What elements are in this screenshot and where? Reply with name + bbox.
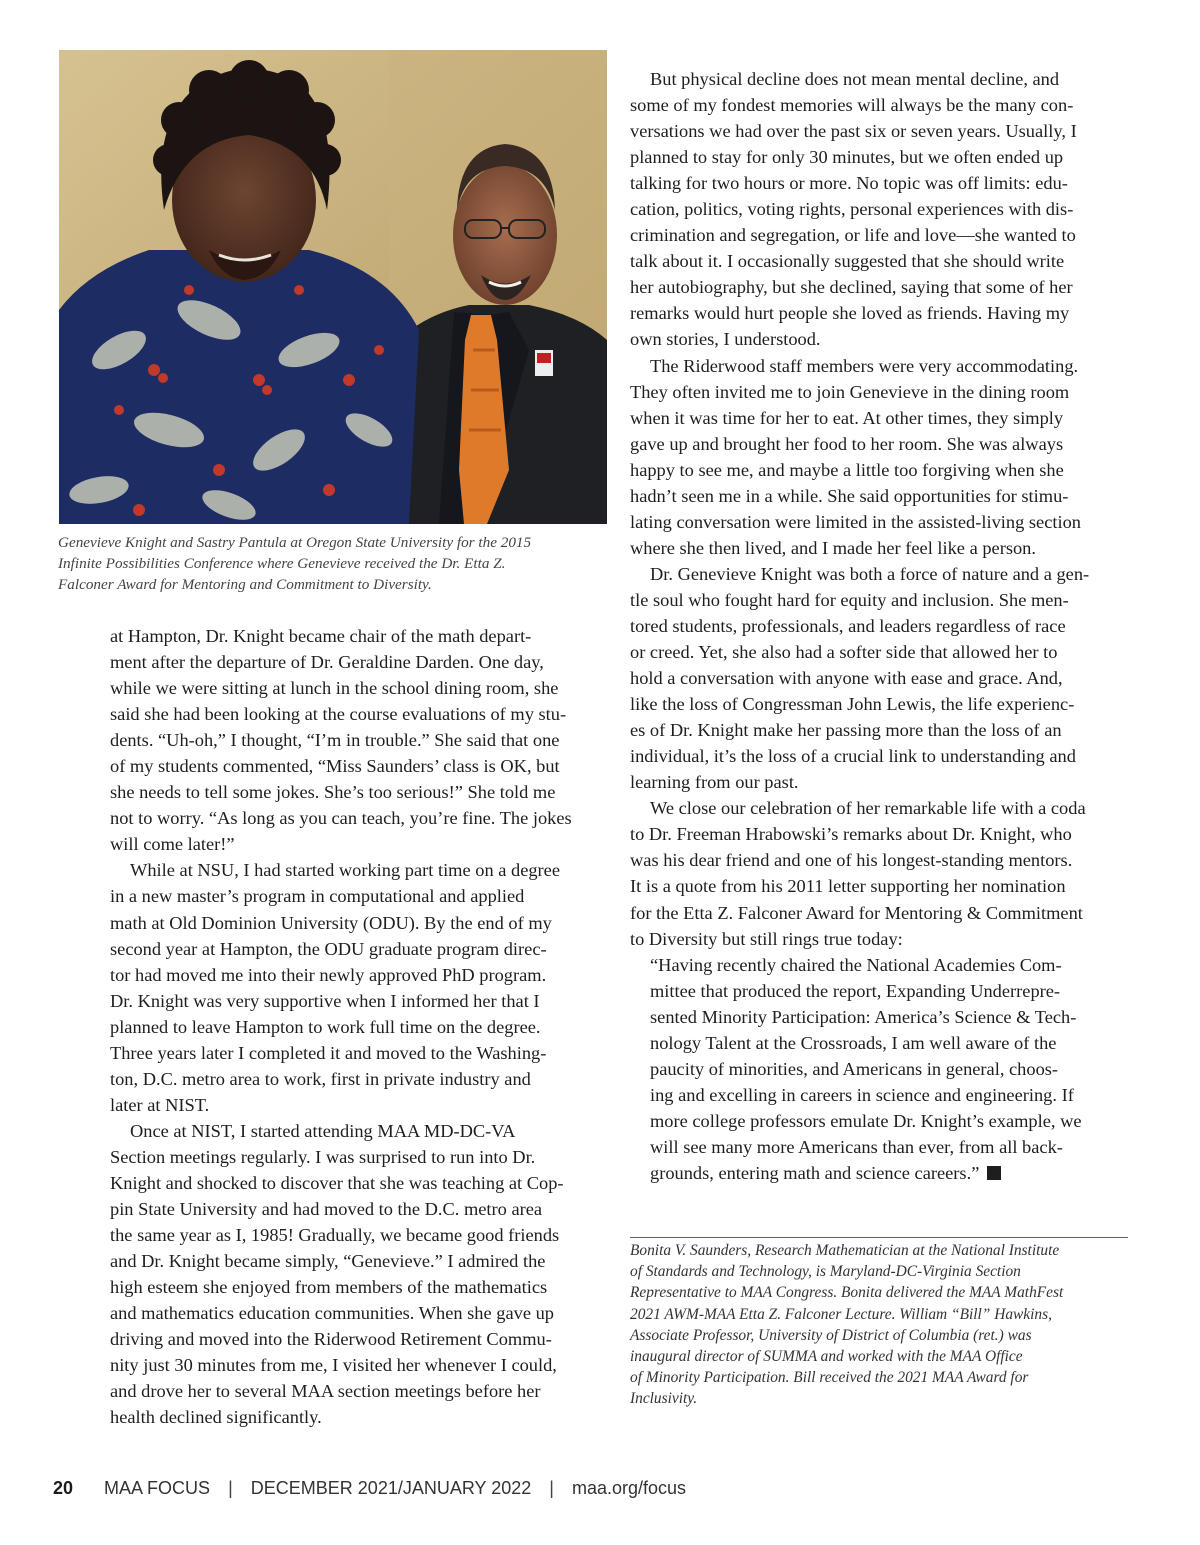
- text-line: versations we had over the past six or seven years. Usually, I: [630, 121, 1077, 142]
- caption-line: Falconer Award for Mentoring and Commitment to Diversity.: [58, 576, 432, 593]
- quote-text: will see many more Americans than ever, from all back-: [650, 1136, 1063, 1157]
- text-line: pin State University and had moved to the D.C. metro area: [110, 1199, 543, 1220]
- quote-line: [630, 1030, 1140, 1056]
- quote-text: more college professors emulate Dr. Knight’s example, we: [650, 1110, 1082, 1131]
- footer-separator: |: [549, 1478, 554, 1498]
- text-line: Dr. Genevieve Knight was both a force of nature and a gen-: [650, 563, 1090, 584]
- end-of-article-icon: [987, 1166, 1001, 1180]
- text-line: tle soul who fought hard for equity and inclusion. She men-: [630, 589, 1069, 610]
- author-bio: [630, 1240, 1130, 1410]
- quote-line: [630, 1056, 1140, 1082]
- text-line: Once at NIST, I started attending MAA MD-DC-VA: [130, 1120, 516, 1141]
- text-line: the same year as I, 1985! Gradually, we became good friends: [110, 1225, 560, 1246]
- text-line: not to worry. “As long as you can teach, you’re fine. The jokes: [110, 808, 572, 829]
- bio-line: Representative to MAA Congress. Bonita delivered the MAA MathFest: [630, 1284, 1064, 1302]
- quote-text: nology Talent at the Crossroads, I am well aware of the: [650, 1032, 1057, 1053]
- text-line: for the Etta Z. Falconer Award for Mentoring & Commitment: [630, 902, 1083, 923]
- text-line: while we were sitting at lunch in the school dining room, she: [110, 678, 559, 699]
- text-line: learning from our past.: [630, 772, 799, 793]
- text-line: happy to see me, and maybe a little too forgiving when she: [630, 459, 1064, 480]
- text-line: in a new master’s program in computational and applied: [110, 886, 525, 907]
- text-line: talking for two hours or more. No topic was off limits: edu-: [630, 173, 1068, 194]
- text-line: But physical decline does not mean mental decline, and: [650, 69, 1060, 89]
- quote-line: [630, 1082, 1140, 1108]
- quote-text: “Having recently chaired the National Academies Com-: [650, 954, 1062, 975]
- text-line: at Hampton, Dr. Knight became chair of the math depart-: [110, 626, 532, 646]
- text-line: will come later!”: [110, 834, 235, 855]
- text-line: ton, D.C. metro area to work, first in private industry and: [110, 1068, 531, 1089]
- quote-line: [630, 1160, 1140, 1186]
- page-footer: [53, 1478, 686, 1506]
- text-line: Three years later I completed it and moved to the Washing-: [110, 1042, 547, 1063]
- page-number: 20: [53, 1478, 74, 1498]
- quote-line: [630, 952, 1140, 978]
- text-line: some of my fondest memories will always be the many con-: [630, 95, 1074, 116]
- text-line: of my students commented, “Miss Saunders’ class is OK, but: [110, 756, 560, 777]
- caption-line: Infinite Possibilities Conference where Genevieve received the Dr. Etta Z.: [58, 555, 506, 572]
- quote-text: paucity of minorities, and Americans in general, choos-: [650, 1058, 1059, 1079]
- bio-line: Associate Professor, University of District of Columbia (ret.) was: [630, 1326, 1032, 1344]
- quote-text: grounds, entering math and science careers.”: [650, 1162, 980, 1183]
- text-line: dents. “Uh-oh,” I thought, “I’m in trouble.” She said that one: [110, 730, 560, 751]
- text-line: was his dear friend and one of his longest-standing mentors.: [630, 850, 1073, 871]
- quote-line: [630, 1134, 1140, 1160]
- footer-separator: |: [228, 1478, 233, 1498]
- block-quote: [630, 952, 1140, 1186]
- text-line: when it was time for her to eat. At other times, they simply: [630, 407, 1064, 428]
- quote-line: [630, 1108, 1140, 1134]
- text-line: crimination and segregation, or life and love—she wanted to: [630, 225, 1076, 246]
- quote-line: [630, 978, 1140, 1004]
- text-line: They often invited me to join Genevieve in the dining room: [630, 381, 1070, 402]
- bio-line: of Minority Participation. Bill received the 2021 MAA Award for: [630, 1369, 1029, 1387]
- photo: [59, 50, 607, 524]
- bio-line: Inclusivity.: [630, 1390, 698, 1408]
- text-line: lating conversation were limited in the assisted-living section: [630, 511, 1081, 532]
- text-line: to Dr. Freeman Hrabowski’s remarks about Dr. Knight, who: [630, 824, 1072, 845]
- text-line: We close our celebration of her remarkable life with a coda: [650, 798, 1086, 819]
- quote-text: sented Minority Participation: America’s Science & Tech-: [650, 1006, 1077, 1027]
- quote-text: ing and excelling in careers in science and engineering. If: [650, 1084, 1074, 1105]
- text-line: and drove her to several MAA section meetings before her: [110, 1381, 541, 1402]
- text-line: Section meetings regularly. I was surprised to run into Dr.: [110, 1146, 536, 1167]
- text-line: her autobiography, but she declined, saying that some of her: [630, 277, 1073, 298]
- text-line: driving and moved into the Riderwood Retirement Commu-: [110, 1329, 552, 1350]
- text-line: Knight and shocked to discover that she was teaching at Cop-: [110, 1172, 564, 1193]
- text-line: high esteem she enjoyed from members of the mathematics: [110, 1277, 548, 1298]
- text-line: talk about it. I occasionally suggested that she should write: [630, 251, 1065, 272]
- text-line: like the loss of Congressman John Lewis, the life experienc-: [630, 694, 1075, 715]
- text-line: tored students, professionals, and leaders regardless of race: [630, 615, 1066, 636]
- text-line: The Riderwood staff members were very accommodating.: [650, 355, 1079, 376]
- caption-line: Genevieve Knight and Sastry Pantula at Oregon State University for the 2015: [58, 534, 532, 551]
- text-line: tor had moved me into their newly approved PhD program.: [110, 964, 547, 985]
- text-line: own stories, I understood.: [630, 329, 821, 350]
- right-column-body: [630, 66, 1140, 1186]
- bio-divider: [630, 1237, 1128, 1238]
- photo-caption: [58, 532, 610, 595]
- footer-url[interactable]: maa.org/focus: [571, 1478, 687, 1498]
- text-line: gave up and brought her food to her room. She was always: [630, 433, 1064, 454]
- text-line: It is a quote from his 2011 letter supporting her nomination: [630, 876, 1066, 897]
- bio-line: Bonita V. Saunders, Research Mathematician at the National Institute: [630, 1242, 1060, 1259]
- text-line: planned to stay for only 30 minutes, but we often ended up: [630, 147, 1064, 168]
- issue-date: DECEMBER 2021/JANUARY 2022: [250, 1478, 532, 1498]
- text-line: said she had been looking at the course evaluations of my stu-: [110, 704, 567, 725]
- quote-text: mittee that produced the report, Expanding Underrepre-: [650, 980, 1061, 1001]
- bio-line: inaugural director of SUMMA and worked with the MAA Office: [630, 1348, 1023, 1366]
- text-line: where she then lived, and I made her feel like a person.: [630, 537, 1036, 558]
- publication-name: MAA FOCUS: [104, 1478, 211, 1498]
- bio-line: 2021 AWM-MAA Etta Z. Falconer Lecture. William “Bill” Hawkins,: [630, 1305, 1052, 1323]
- text-line: planned to leave Hampton to work full time on the degree.: [110, 1016, 541, 1037]
- text-line: es of Dr. Knight make her passing more than the loss of an: [630, 720, 1062, 741]
- text-line: hold a conversation with anyone with ease and grace. And,: [630, 668, 1063, 689]
- text-line: remarks would hurt people she loved as friends. Having my: [630, 303, 1070, 324]
- text-line: health declined significantly.: [110, 1407, 322, 1428]
- text-line: and mathematics education communities. When she gave up: [110, 1303, 554, 1324]
- text-line: ment after the departure of Dr. Geraldine Darden. One day,: [110, 652, 544, 673]
- right-column-text: [630, 66, 1140, 952]
- text-line: math at Old Dominion University (ODU). By the end of my: [110, 912, 552, 933]
- bio-line: of Standards and Technology, is Maryland-DC-Virginia Section: [630, 1263, 1021, 1281]
- text-line: nity just 30 minutes from me, I visited her whenever I could,: [110, 1355, 557, 1376]
- photo-portrait-icon: [59, 50, 607, 524]
- text-line: or creed. Yet, she also had a softer side that allowed her to: [630, 642, 1058, 663]
- text-line: hadn’t seen me in a while. She said opportunities for stimu-: [630, 485, 1069, 506]
- text-line: to Diversity but still rings true today:: [630, 928, 903, 949]
- quote-line: [630, 1004, 1140, 1030]
- text-line: While at NSU, I had started working part time on a degree: [130, 860, 560, 881]
- left-column-body: [110, 623, 610, 1430]
- text-line: and Dr. Knight became simply, “Genevieve.” I admired the: [110, 1251, 546, 1272]
- text-line: she needs to tell some jokes. She’s too serious!” She told me: [110, 782, 556, 803]
- text-line: Dr. Knight was very supportive when I informed her that I: [110, 990, 540, 1011]
- text-line: individual, it’s the loss of a crucial link to understanding and: [630, 746, 1076, 767]
- text-line: cation, politics, voting rights, personal experiences with dis-: [630, 199, 1074, 220]
- text-line: second year at Hampton, the ODU graduate program direc-: [110, 938, 547, 959]
- text-line: later at NIST.: [110, 1094, 210, 1115]
